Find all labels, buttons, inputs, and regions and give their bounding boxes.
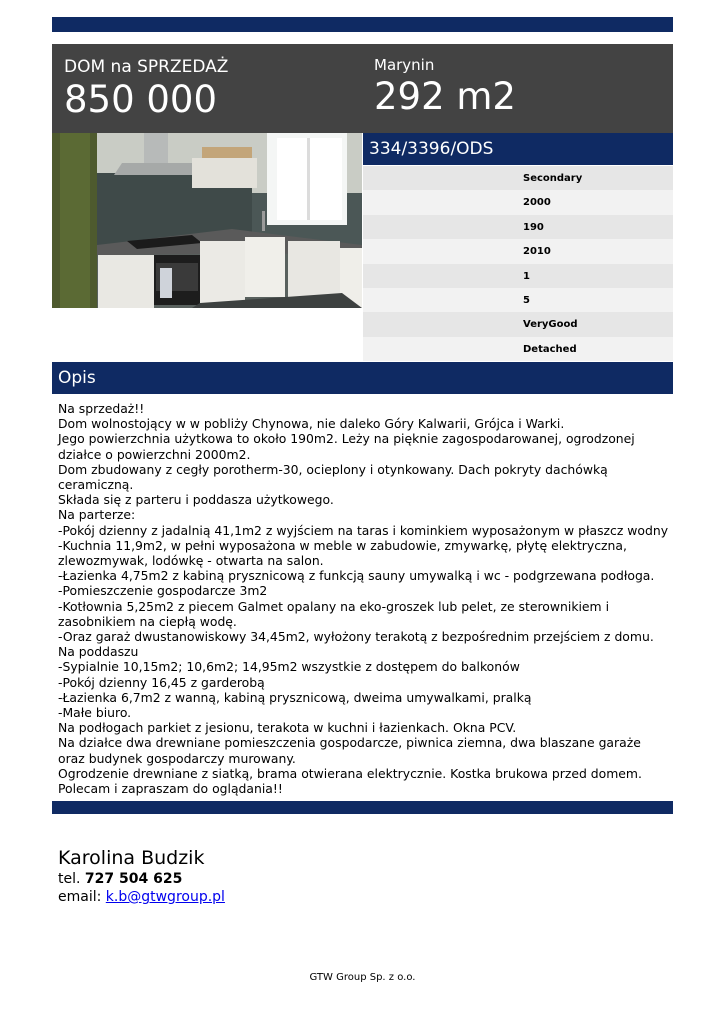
description-title-bar — [52, 362, 673, 394]
description-line: Ogrodzenie drewniane z siatką, brama otwierana elektrycznie. Kostka brukowa przed domem. — [58, 765, 642, 781]
agent-phone-line — [58, 870, 225, 888]
description-line: Na poddaszu — [58, 644, 139, 660]
spec-row — [363, 215, 673, 239]
description-line: -Sypialnie 10,15m2; 10,6m2; 14,95m2 wszystkie z dostępem do balkonów — [58, 659, 520, 675]
spec-value: Secondary — [523, 173, 583, 184]
property-specs-table — [363, 166, 673, 361]
description-line: Składa się z parteru i poddasza użytkowego. — [58, 492, 334, 508]
phone-label: tel. — [58, 871, 81, 887]
description-line: Na sprzedaż!! — [58, 401, 145, 416]
agent-contact — [58, 846, 225, 906]
spec-value: 190 — [523, 221, 544, 233]
spec-row — [363, 312, 673, 336]
description-line: -Łazienka 4,75m2 z kabiną prysznicową z funkcją sauny umywalką i wc - podgrzewana podłoga. — [58, 568, 655, 584]
bottom-divider-bar — [52, 801, 673, 814]
spec-row — [363, 190, 673, 214]
spec-value: 5 — [523, 294, 530, 306]
description-line: -Pokój dzienny z jadalnią 41,1m2 z wyjściem na taras i kominkiem wyposażonym w płaszcz wodny — [58, 522, 669, 538]
spec-row — [363, 337, 673, 361]
property-type: DOM na SPRZEDAŻ — [64, 57, 229, 77]
spec-row — [363, 166, 673, 190]
spec-row — [363, 264, 673, 288]
spec-value: Detached — [523, 343, 577, 355]
agent-name: Karolina Budzik — [58, 847, 205, 869]
spec-value: 2000 — [523, 197, 551, 209]
spec-value: VeryGood — [523, 319, 578, 331]
listing-reference: 334/3396/ODS — [369, 139, 494, 159]
description-line: -Małe biuro. — [58, 705, 132, 721]
description-line: -Łazienka 6,7m2 z wanną, kabiną prysznicową, dweima umywalkami, pralką — [58, 689, 532, 705]
email-label: email: — [58, 889, 102, 905]
description-line: Na działce dwa drewniane pomieszczenia gospodarcze, piwnica ziemna, dwa blaszane garaże oraz budynek gospodarczy murowany. — [58, 735, 641, 766]
description-title: Opis — [58, 368, 96, 388]
property-location: Marynin — [374, 56, 435, 74]
description-line: Jego powierzchnia użytkowa to około 190m2. Leży na pięknie zagospodarowanej, ogrodzonej działce o powierzchni 2000m2. — [58, 431, 635, 462]
spec-row — [363, 288, 673, 312]
description-line: Polecam i zapraszam do oglądania!! — [58, 781, 283, 797]
agent-email-link[interactable]: k.b@gtwgroup.pl — [105, 889, 225, 905]
agent-phone: 727 504 625 — [84, 871, 183, 887]
description-line: -Oraz garaż dwustanowiskowy 34,45m2, wyłożony terakotą z bezpośrednim przejściem z domu. — [58, 629, 654, 645]
listing-header — [52, 44, 673, 133]
spec-row — [363, 239, 673, 263]
description-text — [58, 401, 670, 796]
description-line: -Pokój dzienny 16,45 z garderobą — [58, 674, 265, 690]
footer-company: GTW Group Sp. z o.o. — [309, 972, 416, 983]
listing-reference-bar — [363, 133, 673, 165]
description-line: Dom wolnostojący w w pobliży Chynowa, nie daleko Góry Kalwarii, Grójca i Warki. — [58, 416, 565, 432]
top-divider-bar — [52, 17, 673, 32]
description-line: Na podłogach parkiet z jesionu, terakota w kuchni i łazienkach. Okna PCV. — [58, 720, 517, 736]
description-line: -Kotłownia 5,25m2 z piecem Galmet opalany na eko-groszek lub pelet, ze sterownikiem i zasobnikiem na ciepłą wodę. — [58, 598, 610, 629]
agent-email-line — [58, 888, 225, 906]
description-line: -Pomieszczenie gospodarcze 3m2 — [58, 583, 268, 599]
spec-value: 2010 — [523, 246, 551, 258]
property-price: 850 000 — [64, 78, 218, 121]
description-line: Dom zbudowany z cegły porotherm-30, ocieplony i otynkowany. Dach pokryty dachówką ceramiczną. — [58, 461, 608, 493]
description-line: -Kuchnia 11,9m2, w pełni wyposażona w meble w zabudowie, zmywarkę, płytę elektryczna, zlewozmywak, lodówkę - otwarta na salon. — [58, 537, 627, 569]
property-area: 292 m2 — [374, 75, 516, 118]
description-line: Na parterze: — [58, 507, 136, 523]
spec-value: 1 — [523, 270, 530, 282]
property-photo — [52, 133, 362, 308]
